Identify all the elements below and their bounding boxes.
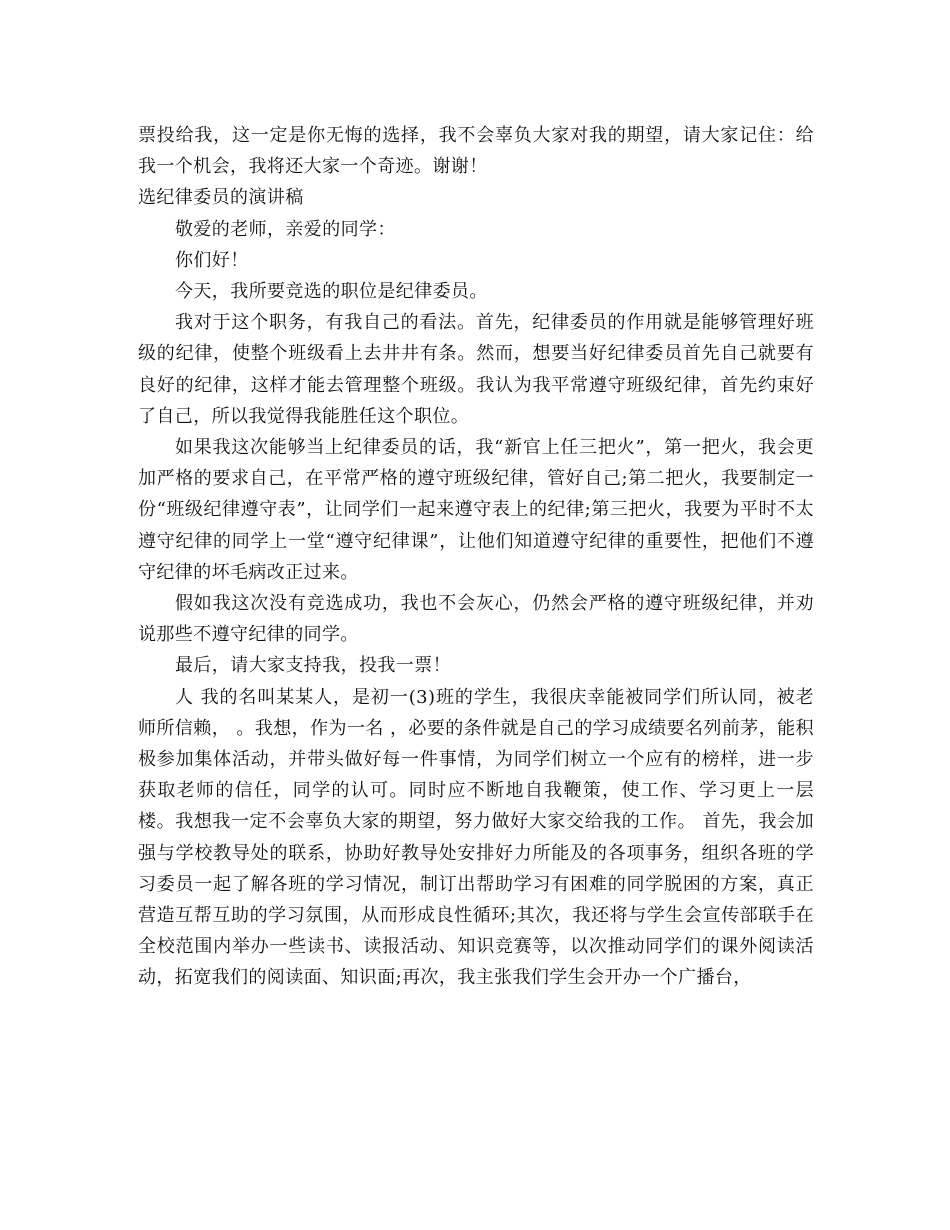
paragraph-plan: 如果我这次能够当上纪律委员的话，我“新官上任三把火”，第一把火，我会更加严格的要求自己，在平常严格的遵守班级纪律，管好自己;第二把火，我要制定一份“班级纪律遵守表”，让同学们一起来遵守表上的纪律;第三把火，我要为平时不太遵守纪律的同学上一堂“遵守纪律课”，让他们知道遵守纪律的重要性，把他们不遵守纪律的坏毛病改正过来。 <box>138 437 814 583</box>
paragraph-introduction: 人 我的名叫某某人，是初一(3)班的学生，我很庆幸能被同学们所认同，被老师所信赖， 。我想，作为一名 ，必要的条件就是自己的学习成绩要名列前茅，能积极参加集体活动，并带头做好每一件事情，为同学们树立一个应有的榜样，进一步获取老师的信任，同学的认可。同时应不断地自我鞭策，使工作、学习更上一层楼。我想我一定不会辜负大家的期望，努力做好大家交给我的工作。 首先，我会加强与学校教导处的联系，协助好教导处安排好力所能及的各项事务，组织各班的学习委员一起了解各班的学习情况，制订出帮助学习有困难的同学脱困的方案，真正营造互帮互助的学习氛围，从而形成良性循环;其次，我还将与学生会宣传部联手在全校范围内举办一些读书、读报活动、知识竞赛等，以次推动同学们的课外阅读活动，拓宽我们的阅读面、知识面;再次，我主张我们学生会开办一个广播台， <box>138 686 814 989</box>
paragraph-closing-previous: 票投给我，这一定是你无悔的选择，我不会辜负大家对我的期望，请大家记住：给我一个机会，我将还大家一个奇迹。谢谢！ <box>138 125 814 178</box>
paragraph-if-fail: 假如我这次没有竞选成功，我也不会灰心，仍然会严格的遵守班级纪律，并劝说那些不遵守纪律的同学。 <box>138 593 814 646</box>
greeting: 你们好！ <box>175 249 249 271</box>
paragraph-position: 今天，我所要竞选的职位是纪律委员。 <box>175 281 488 303</box>
document-body <box>138 116 814 994</box>
section-title: 选纪律委员的演讲稿 <box>138 187 304 209</box>
paragraph-request-vote: 最后，请大家支持我，投我一票！ <box>175 655 451 677</box>
paragraph-view: 我对于这个职务，有我自己的看法。首先，纪律委员的作用就是能够管理好班级的纪律，使整个班级看上去井井有条。然而，想要当好纪律委员首先自己就要有良好的纪律，这样才能去管理整个班级。我认为我平常遵守班级纪律，首先约束好了自己，所以我觉得我能胜任这个职位。 <box>138 312 814 427</box>
salutation: 敬爱的老师，亲爱的同学： <box>175 218 396 240</box>
